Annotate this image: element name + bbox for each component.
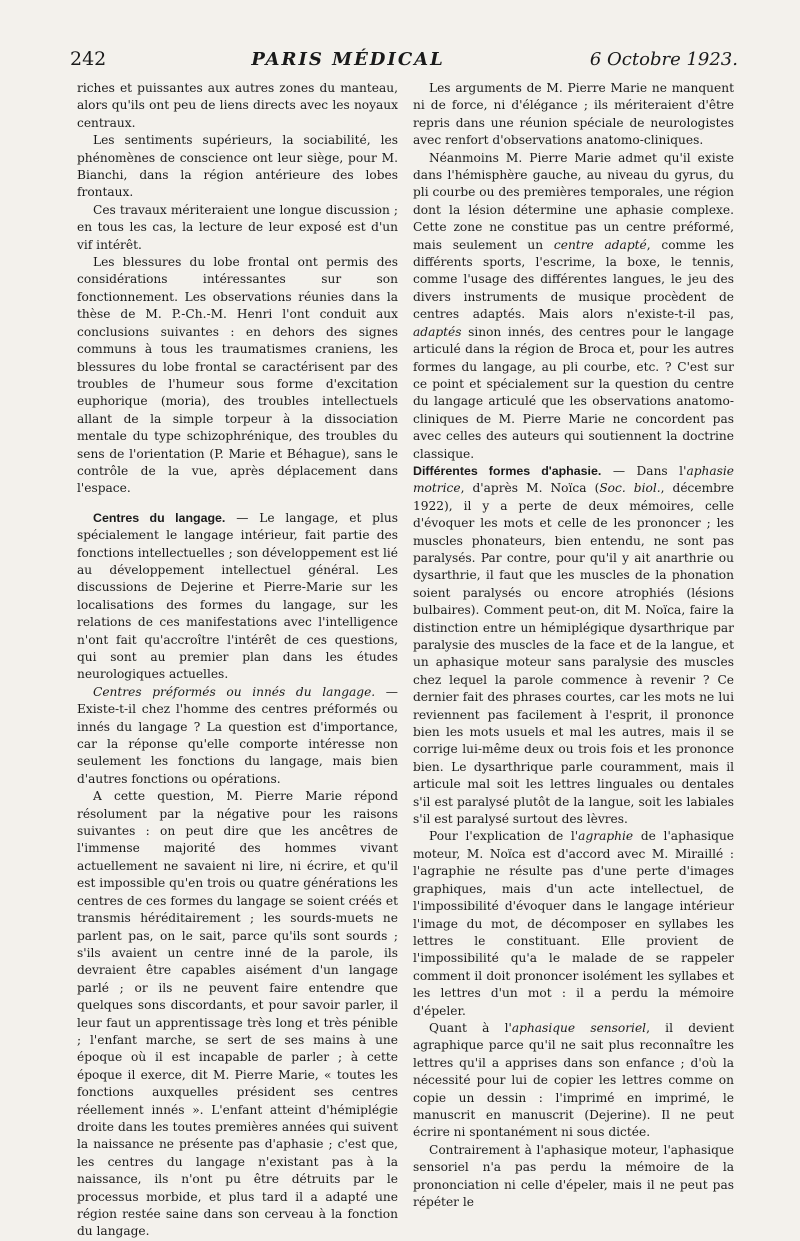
text-run: Pour l'explication de l' bbox=[429, 829, 579, 844]
text-run: , décembre 1922), il y a perte de deux mémoires, celle d'évoquer les mots et celle de les prononcer ; les muscles phonateurs, bien entendu, ne sont pas paralysés. Par contre, pour qu'il y ait anarthrie ou dysarthrie, il faut que les muscles de la phonation soient paralysés ou encore atrophiés (lésions bulbaires). Comment peut-on, dit M. Noïca, faire la distinction entre un hémiplégique dysarthrique par paralysie des muscles de la face et de la langue, et un aphasique moteur sans paralysie des muscles chez lequel la parole commence à revenir ? Ce dernier fait des phrases courtes, car les mots ne lui reviennent pas facilement à l'esprit, il prononce bien les mots usuels et mal les autres, mais il se corrige lui-même deux ou trois fois et les prononce bien. Le dysarthrique parle couramment, mais il articule mal soit les lettres linguales ou dentales s'il est paralysé plutôt de la langue, soit les labiales s'il est paralysé surtout des lèvres. bbox=[413, 481, 734, 827]
paragraph bbox=[413, 828, 734, 1019]
paragraph: Contrairement à l'aphasique moteur, l'aphasique sensoriel n'a pas perdu la mémoire de la prononciation ni celle d'épeler, mais il ne peut pas répéter le bbox=[413, 1142, 734, 1209]
text-run: , d'après M. Noïca ( bbox=[460, 481, 600, 496]
text-run: Néanmoins M. Pierre Marie admet qu'il existe dans l'hémisphère gauche, au niveau du gyrus, du pli courbe ou des premières temporales, une région dont la lésion détermine une aphasie complexe. Cette zone ne constitue pas un centre préformé, mais seulement un bbox=[413, 150, 734, 252]
right-column bbox=[413, 80, 734, 1211]
paragraph-text: — Existe-t-il chez l'homme des centres préformés ou innés du langage ? La question est d'importance, car la réponse qu'elle comporte intéresse non seulement les fonctions du langage, mais bien d'autres fonctions ou opérations. bbox=[77, 684, 398, 786]
emphasis: centre adapté bbox=[553, 237, 647, 252]
text-run: sinon innés, des centres pour le langage articulé dans la région de Broca et, pour les autres formes du langage, au pli courbe, etc. ? C'est sur ce point et spécialement sur la question du centre du langage articulé que les observations anatomo-cliniques de M. Pierre Marie ne concordent pas avec celles des auteurs qui soutiennent la doctrine classique. bbox=[413, 324, 734, 461]
paragraph: A cette question, M. Pierre Marie répond résolument par la négative pour les raisons suivantes : on peut dire que les ancêtres de l'immense majorité des hommes vivant actuellement ne savaient ni lire, ni écrire, et qu'il est impossible qu'en trois ou quatre générations les centres de ces formes du langage se soient créés et transmis héréditairement ; les sourds-muets ne parlent pas, on le sait, parce qu'ils sont sourds ; s'ils avaient un centre inné de la parole, ils devraient être capables aisément d'un langage parlé ; or ils ne peuvent faire entendre que quelques sons discordants, et pour savoir parler, il leur faut un apprentissage très long et très pénible ; l'enfant marche, se sert de ses mains à une époque où il est incapable de parler ; à cette époque il exerce, dit M. Pierre Marie, « toutes les fonctions auxquelles président ses centres réellement innés ». L'enfant atteint d'hémiplégie droite dans les toutes premières années qui suivent la naissance ne présente pas d'aphasie ; c'est que, les centres du langage n'existant pas à la naissance, ils n'ont pu être détruits par le processus morbide, et plus tard il a adapté une région restée saine dans son cerveau à la fonction du langage. bbox=[77, 789, 398, 1239]
emphasis: aphasique sensoriel bbox=[511, 1020, 647, 1035]
paragraph-text: — Le langage, et plus spécialement le langage intérieur, fait partie des fonctions intellectuelles ; son développement est lié au développement intellectuel général. Les discussions de Dejerine et Pierre-Marie sur les localisations des formes du langage, sur les relations de ces manifestations avec l'intelligence n'ont fait qu'accroître l'intérêt de ces questions, qui sont au premier plan dans les études neurologiques actuelles. bbox=[77, 510, 398, 682]
text-run: de l'aphasique moteur, M. Noïca est d'accord avec M. Miraillé : l'agraphie ne résulte pas d'une perte d'images graphiques, mais d'un acte intellectuel, de l'impossibilité d'évoquer dans le langage intérieur l'image du mot, de décomposer en syllabes les lettres le constituant. Elle provient de l'impossibilité qu'a le malade de se rappeler comment il doit prononcer isolément les syllabes et les lettres d'un mot : il a perdu la mémoire d'épeler. bbox=[413, 829, 735, 1018]
text-run: — Dans l' bbox=[601, 463, 687, 478]
text-run: , comme les différents sports, l'escrime, la boxe, le tennis, comme l'usage des différentes langues, le jeu des divers instruments de musique procèdent de centres adaptés. Mais alors n'existe-t-il pas, bbox=[413, 237, 734, 322]
paragraph: Les sentiments supérieurs, la sociabilité, les phénomènes de conscience ont leur siège, pour M. Bianchi, dans la région antérieure des lobes frontaux. bbox=[77, 133, 398, 200]
emphasis: Soc. biol. bbox=[599, 481, 661, 496]
emphasis: adaptés bbox=[413, 324, 462, 339]
emphasis: aphasie motrice bbox=[413, 463, 734, 496]
page-number: 242 bbox=[70, 48, 107, 70]
text-run: , il devient agraphique parce qu'il ne sait plus reconnaître les lettres qu'il a apprises dans son enfance ; d'où la nécessité pour lui de copier les lettres comme on copie un dessin : l'imprimé en imprimé, le manuscrit en manuscrit (Dejerine). Il ne peut écrire ni spontanément ni sous dictée. bbox=[413, 1020, 734, 1140]
paragraph: Les arguments de M. Pierre Marie ne manquent ni de force, ni d'élégance ; ils mériteraient d'être repris dans une réunion spéciale de neurologistes avec renfort d'observations anatomo-cliniques. bbox=[413, 81, 734, 148]
paragraph bbox=[413, 150, 734, 463]
issue-date: 6 Octobre 1923. bbox=[589, 49, 738, 70]
text-run: Quant à l' bbox=[429, 1020, 512, 1035]
paragraph bbox=[77, 684, 398, 788]
section-heading: Différentes formes d'aphasie. bbox=[413, 463, 602, 478]
paragraph bbox=[413, 1020, 734, 1142]
emphasis: agraphie bbox=[578, 829, 634, 844]
paragraph: riches et puissantes aux autres zones du manteau, alors qu'ils ont peu de liens directs avec les noyaux centraux. bbox=[77, 81, 398, 130]
journal-title: PARIS MÉDICAL bbox=[251, 49, 445, 70]
paragraph: Ces travaux mériteraient une longue discussion ; en tous les cas, la lecture de leur exposé est d'un vif intérêt. bbox=[77, 202, 398, 252]
paragraph bbox=[77, 510, 398, 684]
page-header bbox=[70, 48, 738, 78]
paragraph: Les blessures du lobe frontal ont permis des considérations intéressantes sur son fonctionnement. Les observations réunies dans la thèse de M. P.-Ch.-M. Henri l'ont conduit aux conclusions suivantes : en dehors des signes communs à tous les traumatismes craniens, les blessures du lobe frontal se caractérisent par des troubles de l'humeur sous forme d'excitation euphorique (moria), des troubles intellectuels allant de la simple torpeur à la dissociation mentale du type schizophrénique, des troubles du sens de l'orientation (P. Marie et Béhague), sans le contrôle de la vue, après déplacement dans l'espace. bbox=[77, 255, 398, 496]
section-heading: Centres du langage. bbox=[93, 510, 226, 525]
left-column bbox=[77, 80, 398, 1241]
paragraph bbox=[413, 463, 734, 829]
subsection-heading: Centres préformés ou innés du langage. bbox=[93, 684, 376, 699]
